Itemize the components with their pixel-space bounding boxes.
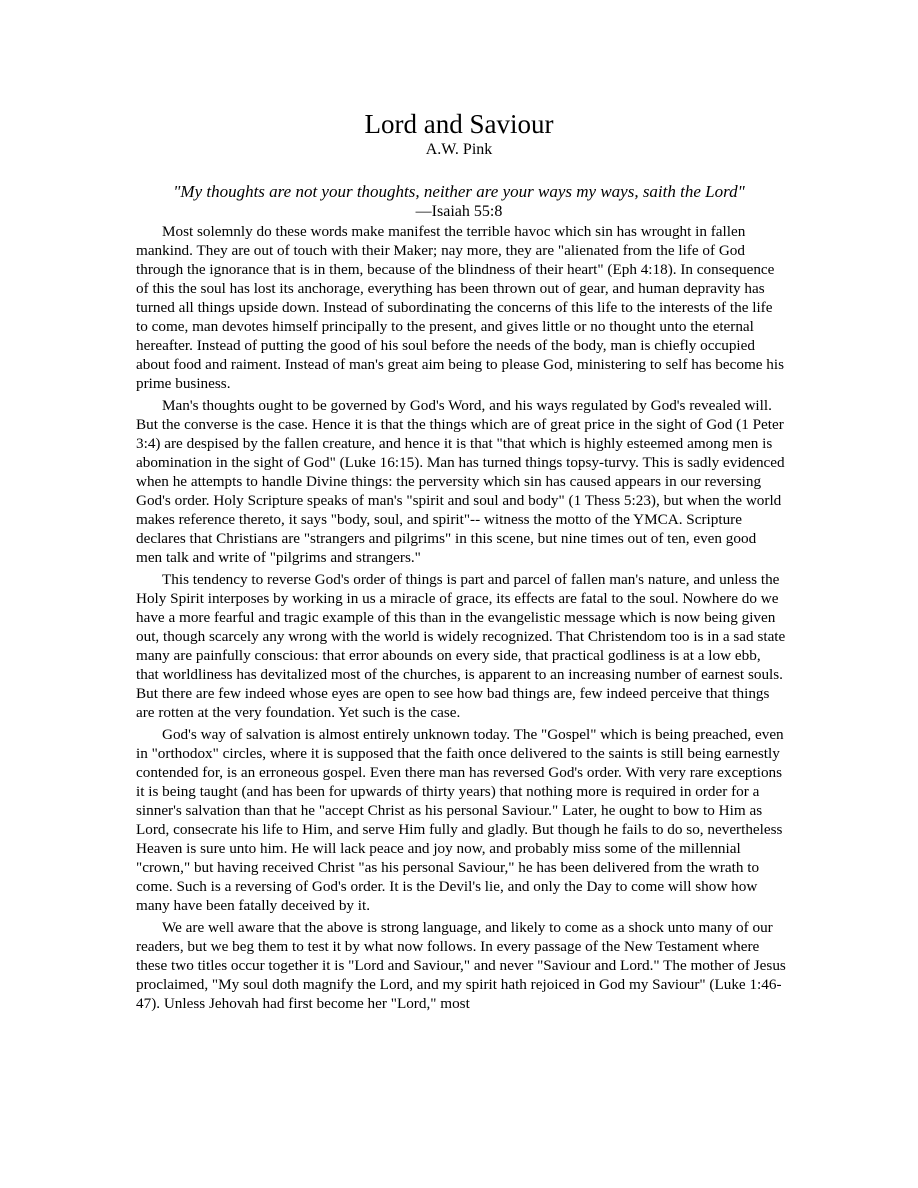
paragraph: Most solemnly do these words make manifest the terrible havoc which sin has wrought in fallen mankind. They are out of touch with their Maker; nay more, they are "alienated from the life of God through the ignorance that is in them, because of the blindness of their heart" (Eph 4:18). In consequence of this the soul has lost its anchorage, everything has been thrown out of gear, and human depravity has turned all things upside down. Instead of subordinating the concerns of this life to the interests of the life to come, man devotes himself principally to the present, and gives little or no thought unto the eternal hereafter. Instead of putting the good of his soul before the needs of the body, man is chiefly occupied about food and raiment. Instead of man's great aim being to please God, ministering to self has become his prime business. [136,223,785,392]
body-text [136,222,786,1016]
paragraph: Man's thoughts ought to be governed by God's Word, and his ways regulated by God's revealed will. But the converse is the case. Hence it is that the things which are of great price in the sight of God (1 Peter 3:4) are despised by the fallen creature, and hence it is that "that which is highly esteemed among men is abomination in the sight of God" (Luke 16:15). Man has turned things topsy-turvy. This is sadly evidenced when he attempts to handle Divine things: the perversity which sin has caused appears in our reversing God's order. Holy Scripture speaks of man's "spirit and soul and body" (1 Thess 5:23), but when the world makes reference thereto, it says "body, soul, and spirit"-- witness the motto of the YMCA. Scripture declares that Christians are "strangers and pilgrims" in this scene, but nine times out of ten, even good men talk and write of "pilgrims and strangers." [136,397,785,566]
document-author: A.W. Pink [425,141,493,158]
paragraph: We are well aware that the above is strong language, and likely to come as a shock unto many of our readers, but we beg them to test it by what now follows. In every passage of the New Testament where these two titles occur together it is "Lord and Saviour," and never "Saviour and Lord." The mother of Jesus proclaimed, "My soul doth magnify the Lord, and my spirit hath rejoiced in God my Saviour" (Luke 1:46-47). Unless Jehovah had first become her "Lord," most [136,919,786,1012]
paragraph: God's way of salvation is almost entirely unknown today. The "Gospel" which is being preached, even in "orthodox" circles, where it is supposed that the faith once delivered to the saints is still being earnestly contended for, is an erroneous gospel. Even there man has reversed God's order. With very rare exceptions it is being taught (and has been for upwards of thirty years) that nothing more is required in order for a sinner's salvation than that he "accept Christ as his personal Saviour." Later, he ought to bow to Him as Lord, consecrate his life to Him, and serve Him fully and gladly. But though he fails to do so, nevertheless Heaven is sure unto him. He will lack peace and joy now, and probably miss some of the millennial "crown," but having received Christ "as his personal Saviour," he has been delivered from the wrath to come. Such is a reversing of God's order. It is the Devil's lie, and only the Day to come will show how many have been fatally deceived by it. [136,726,784,914]
paragraph: This tendency to reverse God's order of things is part and parcel of fallen man's nature, and unless the Holy Spirit interposes by working in us a miracle of grace, its effects are fatal to the soul. Nowhere do we have a more fearful and tragic example of this than in the evangelistic message which is now being given out, though scarcely any wrong with the world is widely recognized. That Christendom too is in a sad state many are painfully conscious: that error abounds on every side, that practical godliness is at a low ebb, that worldliness has devitalized most of the churches, is apparent to an increasing number of earnest souls. But there are few indeed whose eyes are open to see how bad things are, few indeed perceive that things are rotten at the very foundation. Yet such is the case. [136,571,786,721]
epigraph-quote: "My thoughts are not your thoughts, neither are your ways my ways, saith the Lord" [173,182,745,201]
document-title: Lord and Saviour [364,109,554,139]
epigraph-reference: —Isaiah 55:8 [415,203,503,220]
